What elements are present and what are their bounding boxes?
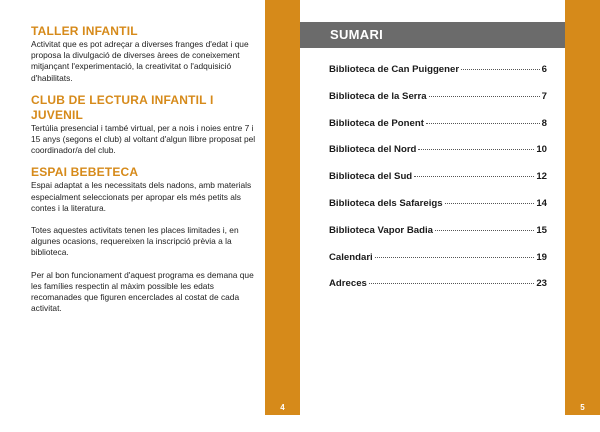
toc-leader-dots: [369, 283, 534, 284]
toc-leader-dots: [375, 257, 535, 258]
toc-entry-page: 6: [541, 64, 547, 75]
toc-entry-page: 8: [541, 117, 547, 129]
toc-entry-title: Biblioteca Vapor Badia: [329, 224, 433, 236]
left-content: [31, 24, 263, 314]
toc-entry-page: 12: [536, 171, 547, 183]
left-orange-band: [265, 0, 300, 401]
left-page-number: 4: [265, 401, 300, 415]
right-page-number: 5: [565, 401, 600, 415]
toc-entry-title: Biblioteca de la Serra: [329, 90, 427, 102]
toc-entry-title: Biblioteca del Nord: [329, 144, 417, 156]
toc-entry[interactable]: [329, 252, 547, 279]
toc-leader-dots: [418, 149, 534, 150]
toc-leader-dots: [414, 176, 534, 177]
toc-leader-dots: [429, 96, 540, 97]
toc-leader-dots: [426, 123, 540, 124]
toc-entry-page: 19: [536, 251, 547, 263]
toc-entry-title: Calendari: [329, 251, 373, 263]
section-text-taller: Activitat que es pot adreçar a diverses franges d'edat i que proposa la divulgació de diverses àrees de coneixement mitjançant l'experimentació, la creativitat o l'adquisició d'habilitats.: [31, 39, 249, 83]
note-places-limitades: Totes aquestes activitats tenen les places limitades i, en algunes ocasions, requereixen la inscripció prèvia a la biblioteca.: [31, 225, 239, 258]
section-heading-club: CLUB DE LECTURA INFANTIL I JUVENIL: [31, 92, 214, 122]
sumari-title: SUMARI: [330, 27, 384, 42]
toc-entry-page: 15: [536, 224, 547, 236]
section-heading-bebeteca: ESPAI BEBETECA: [31, 165, 139, 180]
section-text-bebeteca: Espai adaptat a les necessitats dels nadons, amb materials especialment seleccionats per apropar els més petits als contes i la literatura.: [31, 180, 252, 213]
toc-entry-title: Biblioteca de Can Puiggener: [329, 64, 460, 75]
toc-entry[interactable]: [329, 91, 547, 118]
toc-entry-page: 7: [541, 90, 547, 102]
toc-entry-title: Biblioteca dels Safareigs: [329, 197, 443, 209]
toc-entry[interactable]: [329, 198, 547, 225]
toc-leader-dots: [461, 69, 540, 70]
right-orange-band: [565, 0, 600, 401]
note-bon-funcionament: Per al bon funcionament d'aquest programa es demana que les famílies respectin al màxim possible les edats recomanades que figuren encerclades al costat de cada activitat.: [31, 269, 254, 314]
toc-entry-title: Adreces: [329, 278, 367, 290]
toc-entry-page: 10: [536, 144, 547, 156]
toc-entry[interactable]: [329, 171, 547, 198]
section-heading-taller: TALLER INFANTIL: [31, 24, 138, 38]
toc-leader-dots: [435, 230, 534, 231]
toc-entry-page: 23: [536, 278, 547, 290]
toc-entry[interactable]: [329, 64, 547, 91]
toc-entry-title: Biblioteca del Sud: [329, 171, 413, 183]
section-text-club: Tertúlia presencial i també virtual, per a nois i noies entre 7 i 15 anys (segons el club) al voltant d'algun llibre proposat pel coordinador/a del club.: [31, 122, 256, 156]
toc-entry[interactable]: [329, 144, 547, 171]
right-page: [300, 0, 600, 432]
toc-entry[interactable]: [329, 278, 547, 305]
toc-leader-dots: [445, 203, 535, 204]
toc-entry-title: Biblioteca de Ponent: [329, 117, 424, 129]
toc-entry[interactable]: [329, 118, 547, 145]
toc-entry[interactable]: [329, 225, 547, 252]
toc-entry-page: 14: [536, 197, 547, 209]
table-of-contents: [329, 64, 547, 305]
